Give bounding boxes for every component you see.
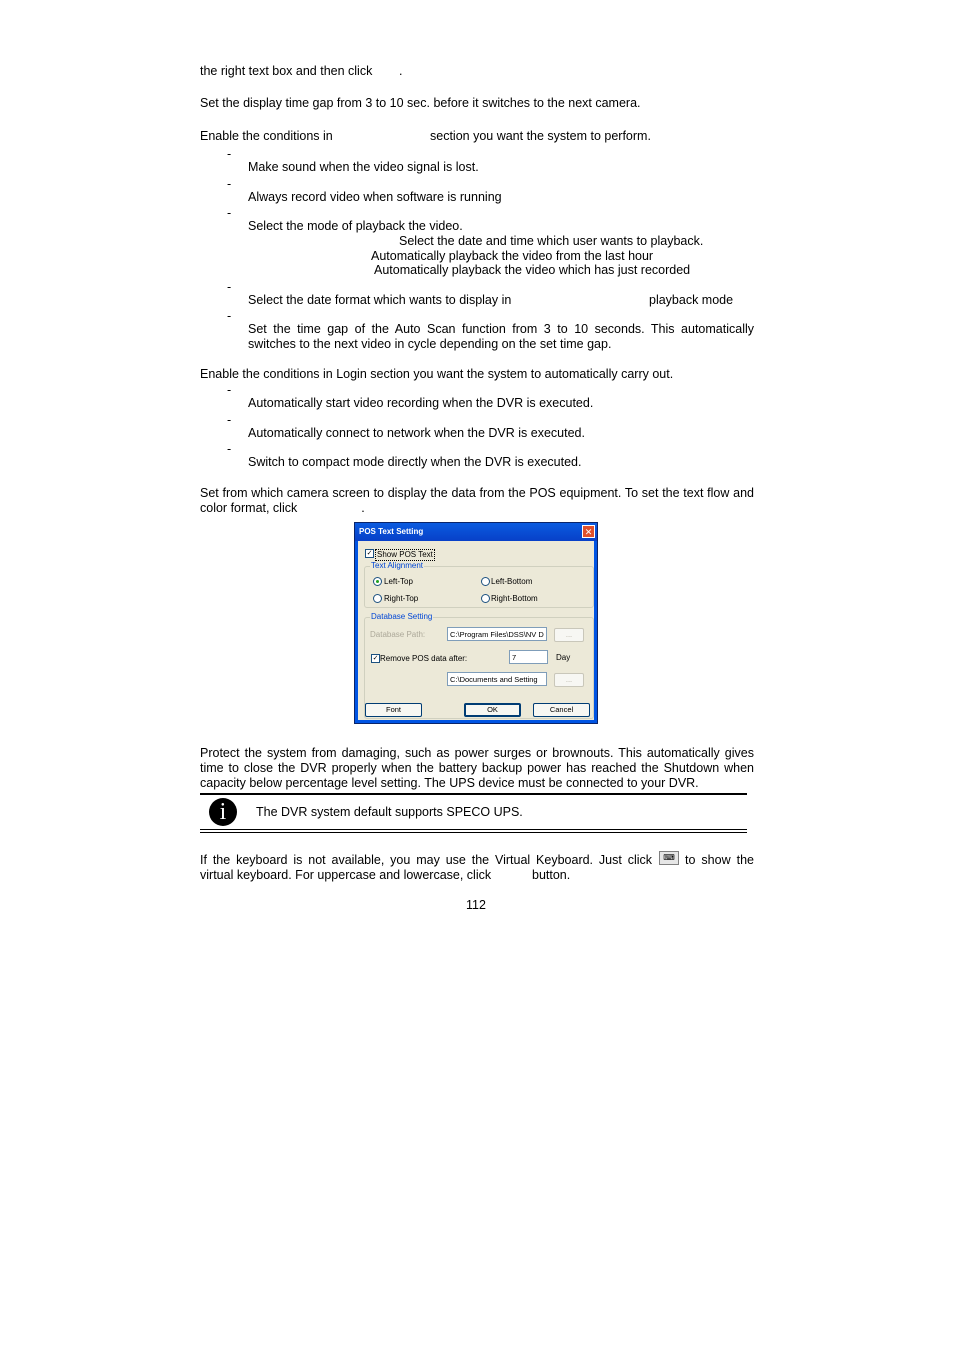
paragraph-conditions-b: section you want the system to perform. [430, 129, 651, 143]
punctuation: . [399, 64, 403, 78]
page-number: 112 [466, 898, 486, 912]
paragraph-keyboard-d: button. [532, 868, 571, 882]
keyboard-icon[interactable]: ⌨ [659, 851, 679, 865]
list-item-date-format-b: playback mode [649, 293, 734, 307]
list-item-date-format-a: Select the date format which wants to display in [248, 293, 512, 307]
playback-option-3: Automatically playback the video which has just recorded [374, 263, 691, 277]
punctuation: . [361, 501, 365, 515]
list-item-auto-network: Automatically connect to network when the DVR is executed. [248, 426, 585, 440]
dialog-body [358, 541, 594, 720]
show-pos-checkbox[interactable]: ✓ [366, 550, 373, 557]
paragraph-ups: Protect the system from damaging, such as power surges or brownouts. This automatically gives time to close the DVR properly when the battery backup power has reached the Shutdown when capacity below percentage level setting. The UPS device must be connected to your DVR. [200, 746, 754, 790]
list-item-autoscan: Set the time gap of the Auto Scan function from 3 to 10 seconds. This automatically switches to the next video in cycle depending on the set time gap. [248, 322, 754, 351]
database-path-label: Database Path: [370, 630, 426, 639]
info-icon: i [209, 798, 237, 826]
browse-button-2[interactable]: ... [554, 673, 584, 687]
paragraph-line: the right text box and then click [200, 64, 373, 78]
paragraph-keyboard-b: to show the [685, 853, 754, 867]
font-button[interactable]: Font [365, 703, 422, 717]
list-item-sound: Make sound when the video signal is lost. [248, 160, 479, 174]
radio-left-bottom[interactable] [481, 577, 490, 586]
list-dash: - [227, 383, 232, 397]
radio-left-top-label: Left-Top [384, 577, 413, 586]
radio-right-top[interactable] [373, 594, 382, 603]
close-icon[interactable]: ✕ [582, 525, 595, 538]
playback-option-1: Select the date and time which user wants to playback. [399, 234, 704, 248]
paragraph-keyboard-c: virtual keyboard. For uppercase and lowercase, click [200, 868, 492, 882]
browse-button[interactable]: ... [554, 628, 584, 642]
cancel-button[interactable]: Cancel [533, 703, 590, 717]
documents-path-field[interactable]: C:\Documents and Setting [447, 672, 547, 686]
list-dash: - [227, 177, 232, 191]
pos-text-setting-dialog [354, 522, 598, 724]
text-alignment-title: Text Alignment [371, 561, 424, 570]
database-path-field[interactable]: C:\Program Files\DSS\NV D [447, 627, 547, 641]
paragraph-pos [200, 486, 754, 516]
paragraph-display-time-gap: Set the display time gap from 3 to 10 sec. before it switches to the next camera. [200, 96, 641, 110]
remove-pos-label: Remove POS data after: [380, 654, 468, 663]
note-top-rule [200, 793, 747, 795]
list-dash: - [227, 147, 232, 161]
list-dash: - [227, 280, 232, 294]
list-dash: - [227, 206, 232, 220]
database-setting-title: Database Setting [371, 612, 433, 621]
paragraph-pos-text: Set from which camera screen to display the data from the POS equipment. To set the text flow and color format, click [200, 486, 754, 515]
show-pos-label[interactable]: Show POS Text [377, 550, 433, 559]
list-dash: - [227, 413, 232, 427]
paragraph-login: Enable the conditions in Login section you want the system to automatically carry out. [200, 367, 674, 381]
paragraph-conditions-a: Enable the conditions in [200, 129, 333, 143]
radio-right-bottom[interactable] [481, 594, 490, 603]
radio-right-bottom-label: Right-Bottom [491, 594, 538, 603]
remove-days-field[interactable]: 7 [509, 650, 548, 664]
day-label: Day [556, 653, 571, 662]
radio-right-top-label: Right-Top [384, 594, 419, 603]
list-dash: - [227, 309, 232, 323]
radio-left-bottom-label: Left-Bottom [491, 577, 533, 586]
paragraph-keyboard-a: If the keyboard is not available, you may use the Virtual Keyboard. Just click [200, 853, 652, 867]
list-item-record: Always record video when software is running [248, 190, 502, 204]
playback-option-2: Automatically playback the video from the last hour [371, 249, 654, 263]
note-bottom-rule [200, 829, 747, 830]
list-item-auto-record: Automatically start video recording when the DVR is executed. [248, 396, 594, 410]
list-item-playback: Select the mode of playback the video. [248, 219, 463, 233]
remove-pos-checkbox[interactable]: ✓ [372, 655, 379, 662]
note-text: The DVR system default supports SPECO UPS. [256, 805, 523, 819]
dialog-title: POS Text Setting [355, 523, 597, 541]
note-bottom-rule-2 [200, 832, 747, 833]
list-dash: - [227, 442, 232, 456]
list-item-compact-mode: Switch to compact mode directly when the DVR is executed. [248, 455, 582, 469]
radio-left-top[interactable] [373, 577, 382, 586]
ok-button[interactable]: OK [464, 703, 521, 717]
